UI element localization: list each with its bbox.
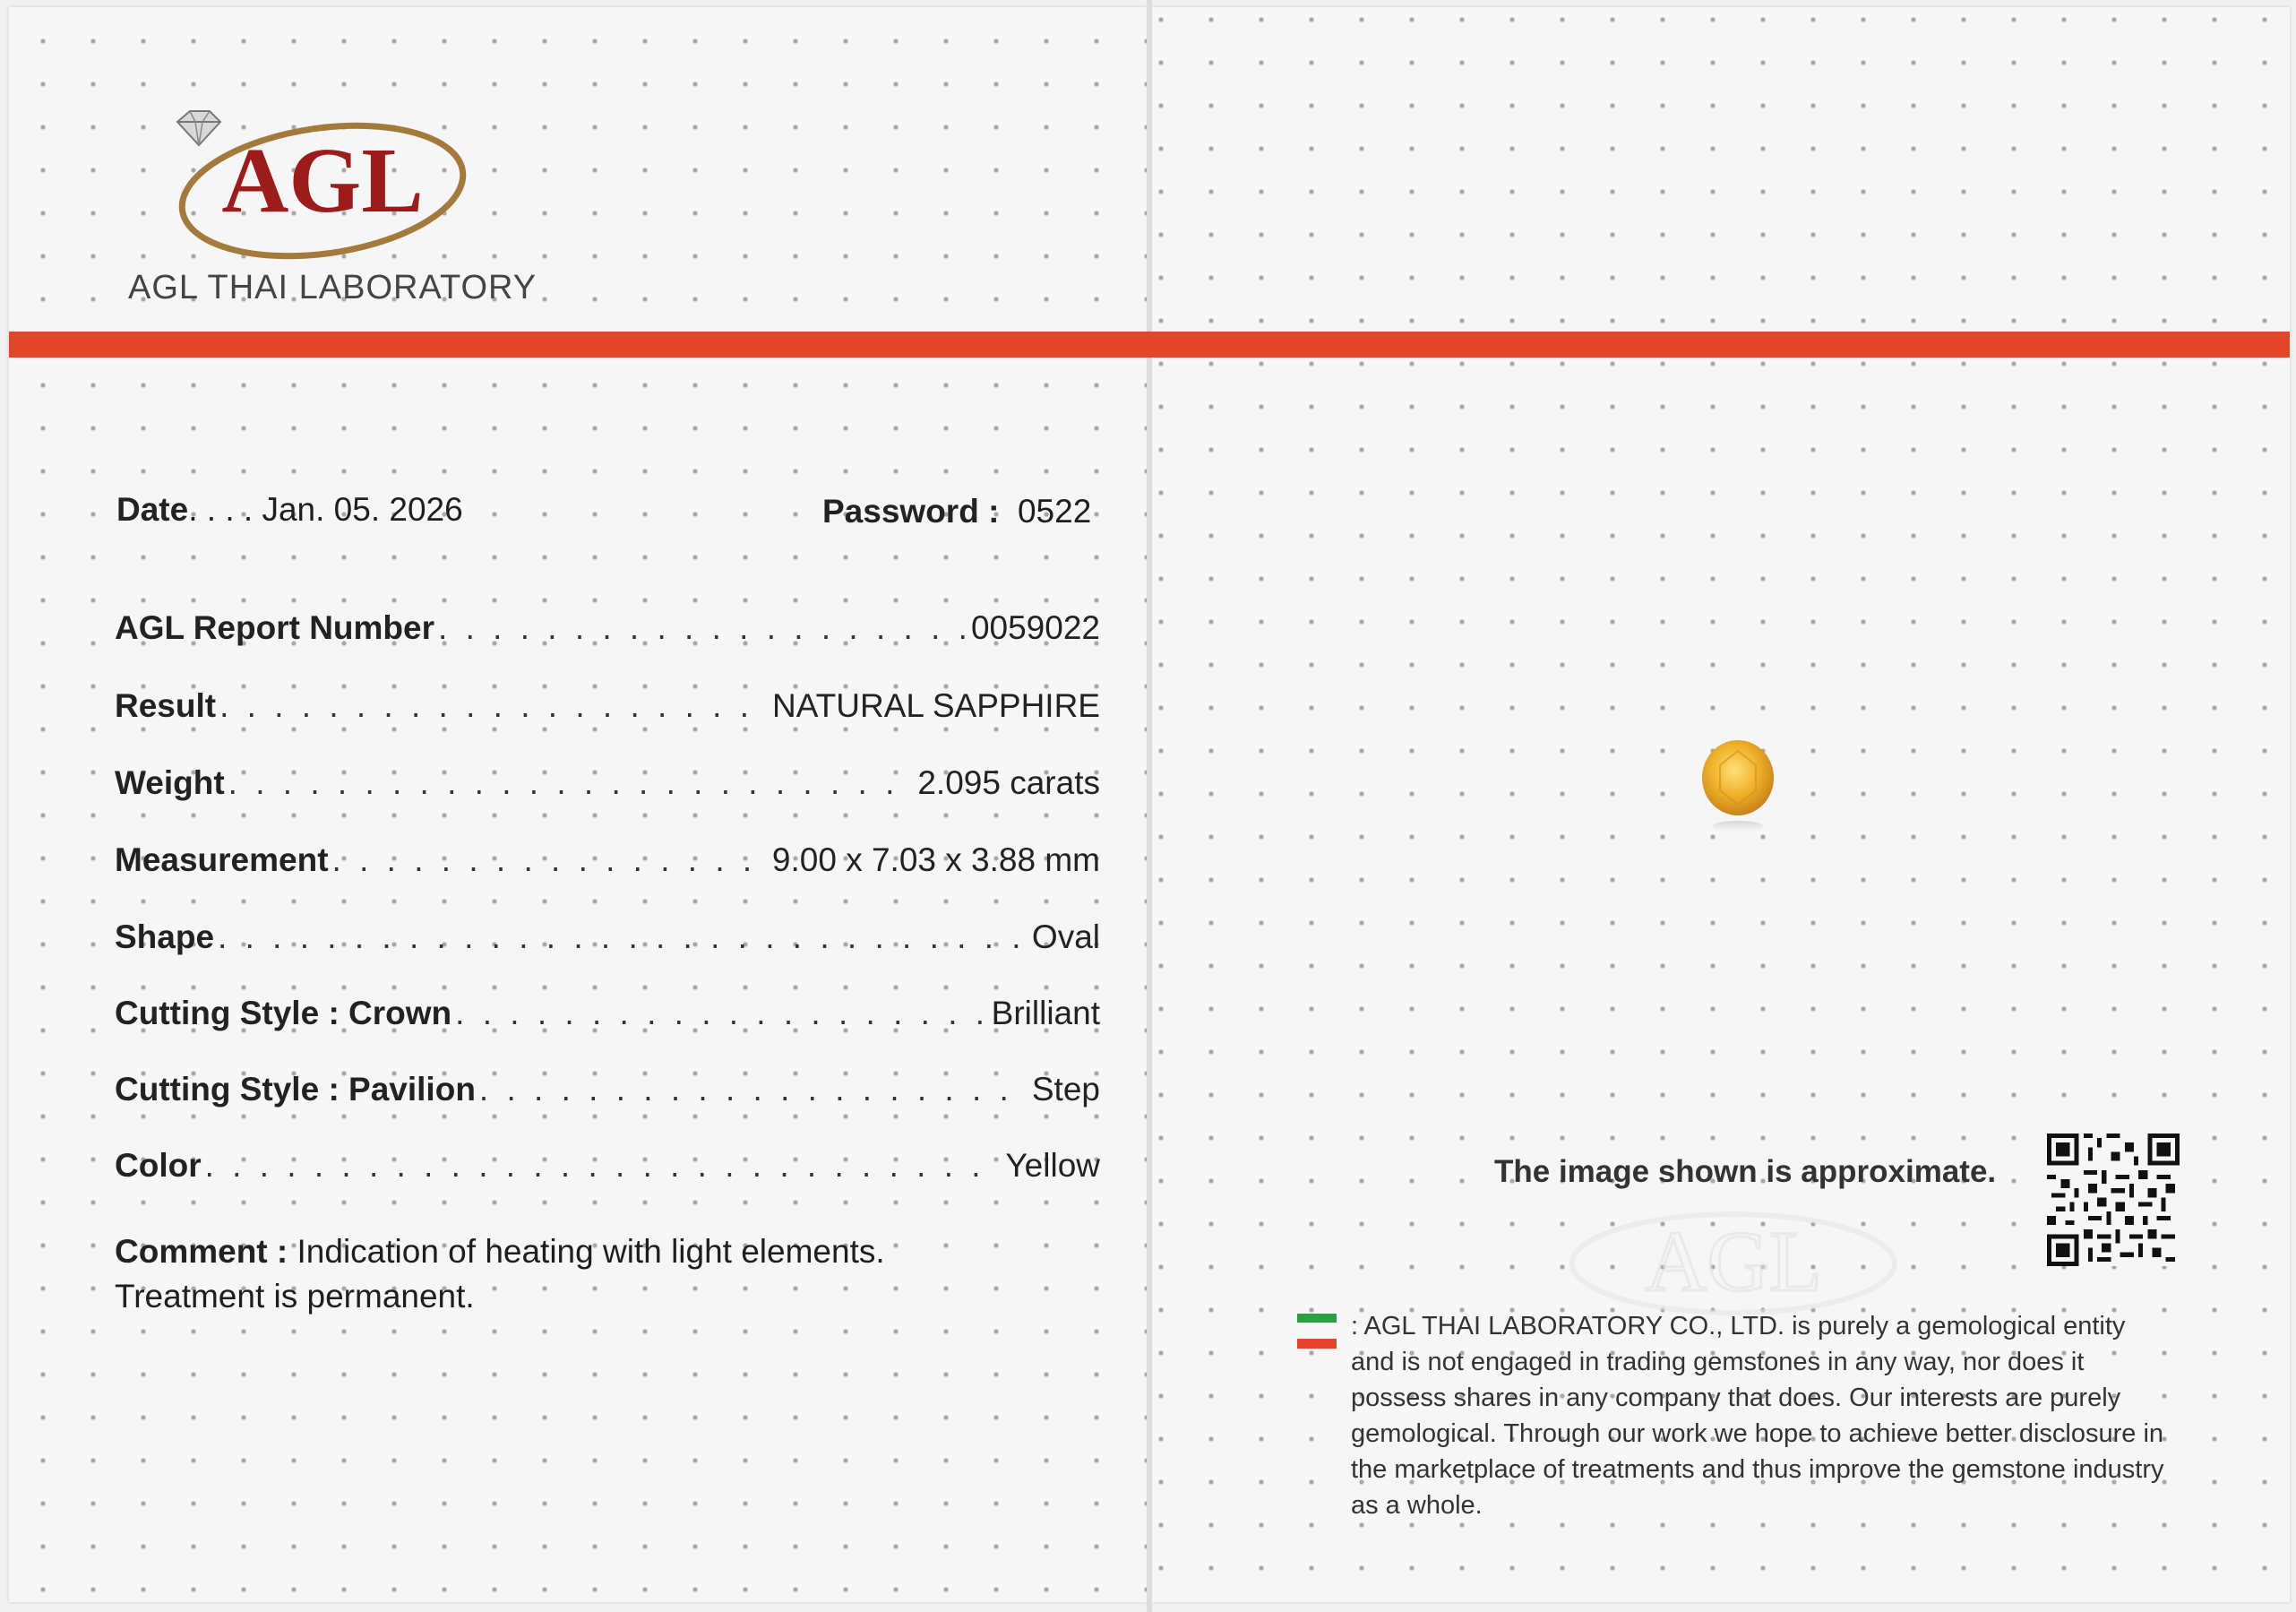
comment-label: Comment : bbox=[115, 1233, 288, 1270]
comment-block bbox=[115, 1229, 1100, 1319]
field-value: Yellow bbox=[1005, 1147, 1100, 1184]
field-value: NATURAL SAPPHIRE bbox=[772, 687, 1100, 724]
password-label: Password : bbox=[822, 493, 1000, 530]
field-cutting-pavilion bbox=[115, 1071, 1100, 1108]
comment-line-1: Indication of heating with light elements. bbox=[297, 1233, 885, 1270]
field-label: Shape bbox=[115, 918, 215, 955]
field-value: Step bbox=[1031, 1071, 1100, 1108]
red-divider-band bbox=[9, 332, 2290, 358]
agl-logo bbox=[170, 106, 475, 267]
field-label: Color bbox=[115, 1147, 202, 1184]
lab-name: AGL THAI LABORATORY bbox=[128, 269, 537, 306]
qr-code-icon[interactable] bbox=[2047, 1134, 2180, 1266]
field-shape bbox=[115, 918, 1100, 956]
page-fold bbox=[1147, 0, 1152, 1612]
field-cutting-crown bbox=[115, 995, 1100, 1032]
agl-watermark-logo bbox=[1563, 1201, 1904, 1317]
gemstone-image bbox=[1700, 738, 1776, 835]
field-label: Measurement bbox=[115, 841, 329, 878]
password-row bbox=[822, 493, 1091, 530]
field-result bbox=[115, 687, 1100, 725]
field-report-number bbox=[115, 609, 1100, 647]
date-label: Date bbox=[116, 491, 189, 528]
field-value: Oval bbox=[1031, 918, 1100, 955]
field-label: Cutting Style : Pavilion bbox=[115, 1071, 476, 1108]
field-color bbox=[115, 1147, 1100, 1185]
field-weight bbox=[115, 764, 1100, 802]
comment-line-2: Treatment is permanent. bbox=[115, 1278, 475, 1315]
date-row: Date. . . . Jan. 05. 2026 bbox=[116, 491, 463, 528]
diamond-icon bbox=[177, 111, 220, 145]
logo-text: AGL bbox=[221, 129, 424, 232]
field-measurement bbox=[115, 841, 1100, 879]
field-label: AGL Report Number bbox=[115, 609, 435, 646]
field-label: Cutting Style : Crown bbox=[115, 995, 452, 1031]
svg-text:AGL: AGL bbox=[1645, 1213, 1822, 1309]
date-value: Jan. 05. 2026 bbox=[262, 491, 463, 528]
field-value: 2.095 carats bbox=[917, 764, 1100, 801]
field-value: Brilliant bbox=[991, 995, 1100, 1031]
field-label: Result bbox=[115, 687, 217, 724]
flag-icon bbox=[1297, 1314, 1337, 1349]
password-value: 0522 bbox=[1017, 493, 1092, 530]
disclaimer-text: : AGL THAI LABORATORY CO., LTD. is purely a gemological entity and is not engaged in trading gemstones in any way, nor does it possess shares in any company that does. Our interests are purely gemological. Through our work we hope to achieve better disclosure in the marketplace of treatments and thus improve the gemstone industry as a whole. bbox=[1351, 1312, 2164, 1520]
image-approximate-note: The image shown is approximate. bbox=[1494, 1154, 1997, 1189]
field-value: 0059022 bbox=[970, 609, 1100, 646]
field-label: Weight bbox=[115, 764, 225, 801]
field-value: 9.00 x 7.03 x 3.88 mm bbox=[771, 841, 1100, 878]
